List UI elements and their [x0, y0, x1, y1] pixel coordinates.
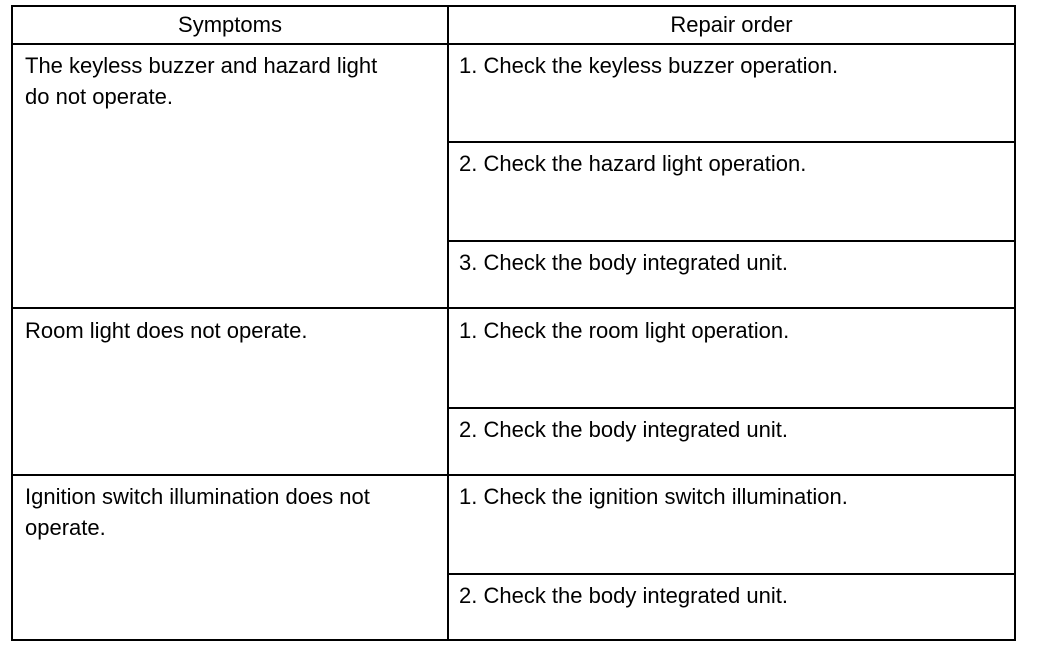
header-divider: [13, 43, 1014, 45]
repair-step: 2. Check the body integrated unit.: [459, 583, 788, 608]
step-divider: [449, 240, 1014, 242]
repair-step: 1. Check the keyless buzzer operation.: [459, 53, 839, 78]
step-divider: [449, 573, 1014, 575]
group-divider: [13, 474, 1014, 476]
symptom-cell: The keyless buzzer and hazard light do not operate.: [25, 53, 378, 109]
step-divider: [449, 407, 1014, 409]
repair-step: 1. Check the ignition switch illumination.: [459, 484, 848, 509]
header-repair-order: Repair order: [670, 12, 793, 37]
repair-step: 1. Check the room light operation.: [459, 318, 790, 343]
symptom-cell: Room light does not operate.: [25, 318, 308, 343]
repair-step: 2. Check the body integrated unit.: [459, 417, 788, 442]
header-symptoms: Symptoms: [178, 12, 282, 37]
column-divider: [447, 7, 449, 639]
group-divider: [13, 307, 1014, 309]
step-divider: [449, 141, 1014, 143]
repair-step: 3. Check the body integrated unit.: [459, 250, 788, 275]
repair-step: 2. Check the hazard light operation.: [459, 151, 807, 176]
symptom-cell: Ignition switch illumination does not operate.: [25, 484, 370, 540]
repair-table: [11, 5, 1016, 641]
